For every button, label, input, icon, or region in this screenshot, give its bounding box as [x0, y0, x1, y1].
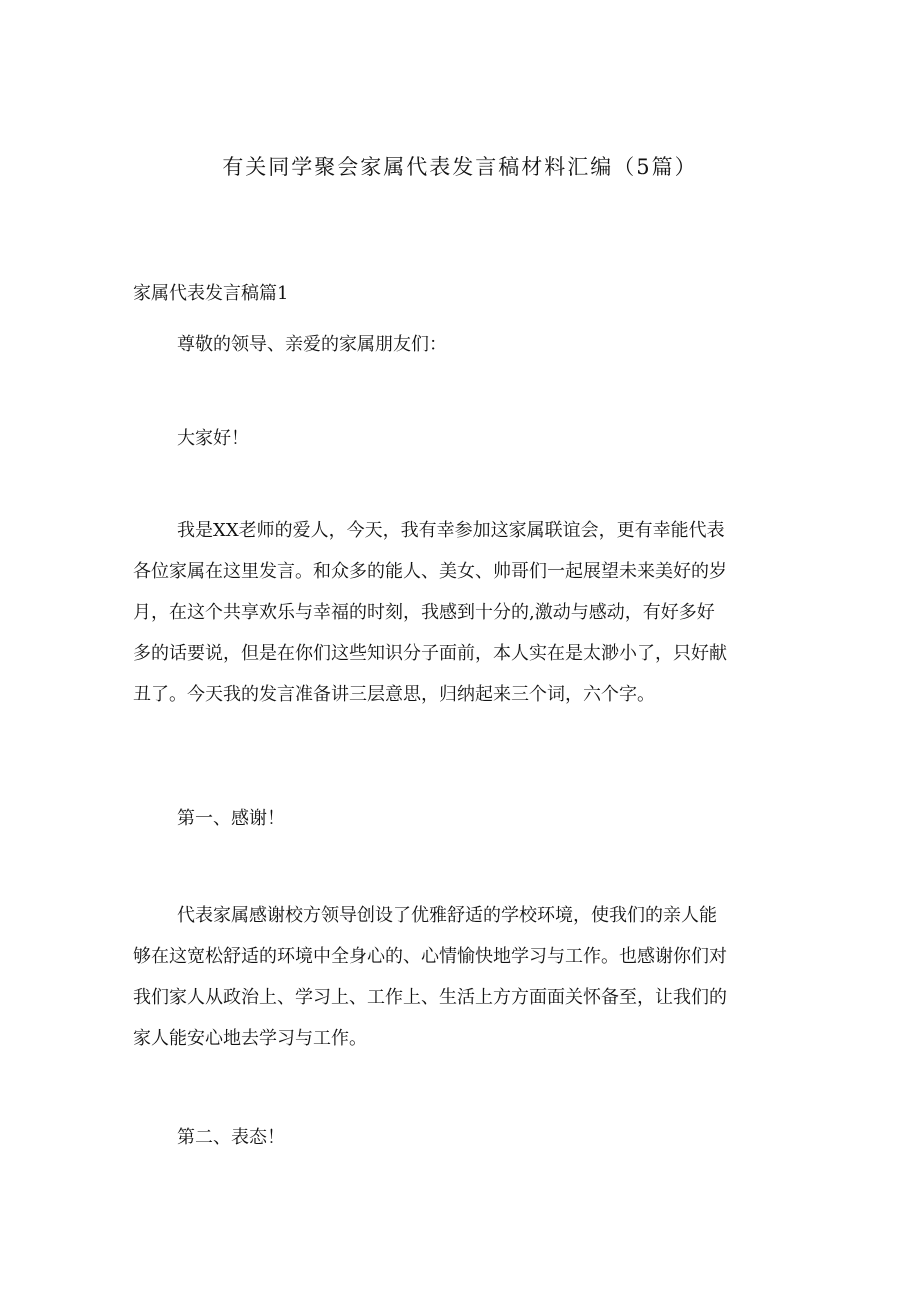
intro-paragraph — [133, 510, 793, 715]
heading-line: 第一、感谢！ — [177, 808, 285, 829]
paragraph-line: 月，在这个共享欢乐与幸福的时刻，我感到十分的,激动与感动，有好多好 — [133, 602, 715, 623]
hello-paragraph — [133, 418, 793, 459]
section-title: 家属代表发言稿篇1 — [133, 283, 289, 304]
heading-thanks — [133, 798, 793, 839]
paragraph-line: 够在这宽松舒适的环境中全身心的、心情愉快地学习与工作。也感谢你们对 — [133, 946, 727, 967]
greeting-line: 尊敬的领导、亲爱的家属朋友们： — [177, 334, 447, 355]
paragraph-line: 多的话要说，但是在你们这些知识分子面前，本人实在是太渺小了，只好献 — [133, 643, 727, 664]
paragraph-line: 代表家属感谢校方领导创设了优雅舒适的学校环境，使我们的亲人能 — [177, 905, 717, 926]
paragraph-line: 家人能安心地去学习与工作。 — [133, 1028, 367, 1049]
paragraph-line: 我们家人从政治上、学习上、工作上、生活上方方面面关怀备至，让我们的 — [133, 987, 727, 1008]
paragraph-line: 各位家属在这里发言。和众多的能人、美女、帅哥们一起展望未来美好的岁 — [133, 561, 727, 582]
thanks-paragraph — [133, 895, 793, 1059]
greeting-paragraph — [133, 324, 793, 365]
paragraph-line: 丑了。今天我的发言准备讲三层意思，归纳起来三个词，六个字。 — [133, 684, 655, 705]
document-title: 有关同学聚会家属代表发言稿材料汇编（5篇） — [222, 155, 698, 179]
heading-line: 第二、表态！ — [177, 1127, 285, 1148]
hello-line: 大家好！ — [177, 428, 249, 449]
paragraph-line: 我是XX老师的爱人，今天，我有幸参加这家属联谊会，更有幸能代表 — [177, 520, 725, 541]
heading-statement — [133, 1117, 793, 1158]
